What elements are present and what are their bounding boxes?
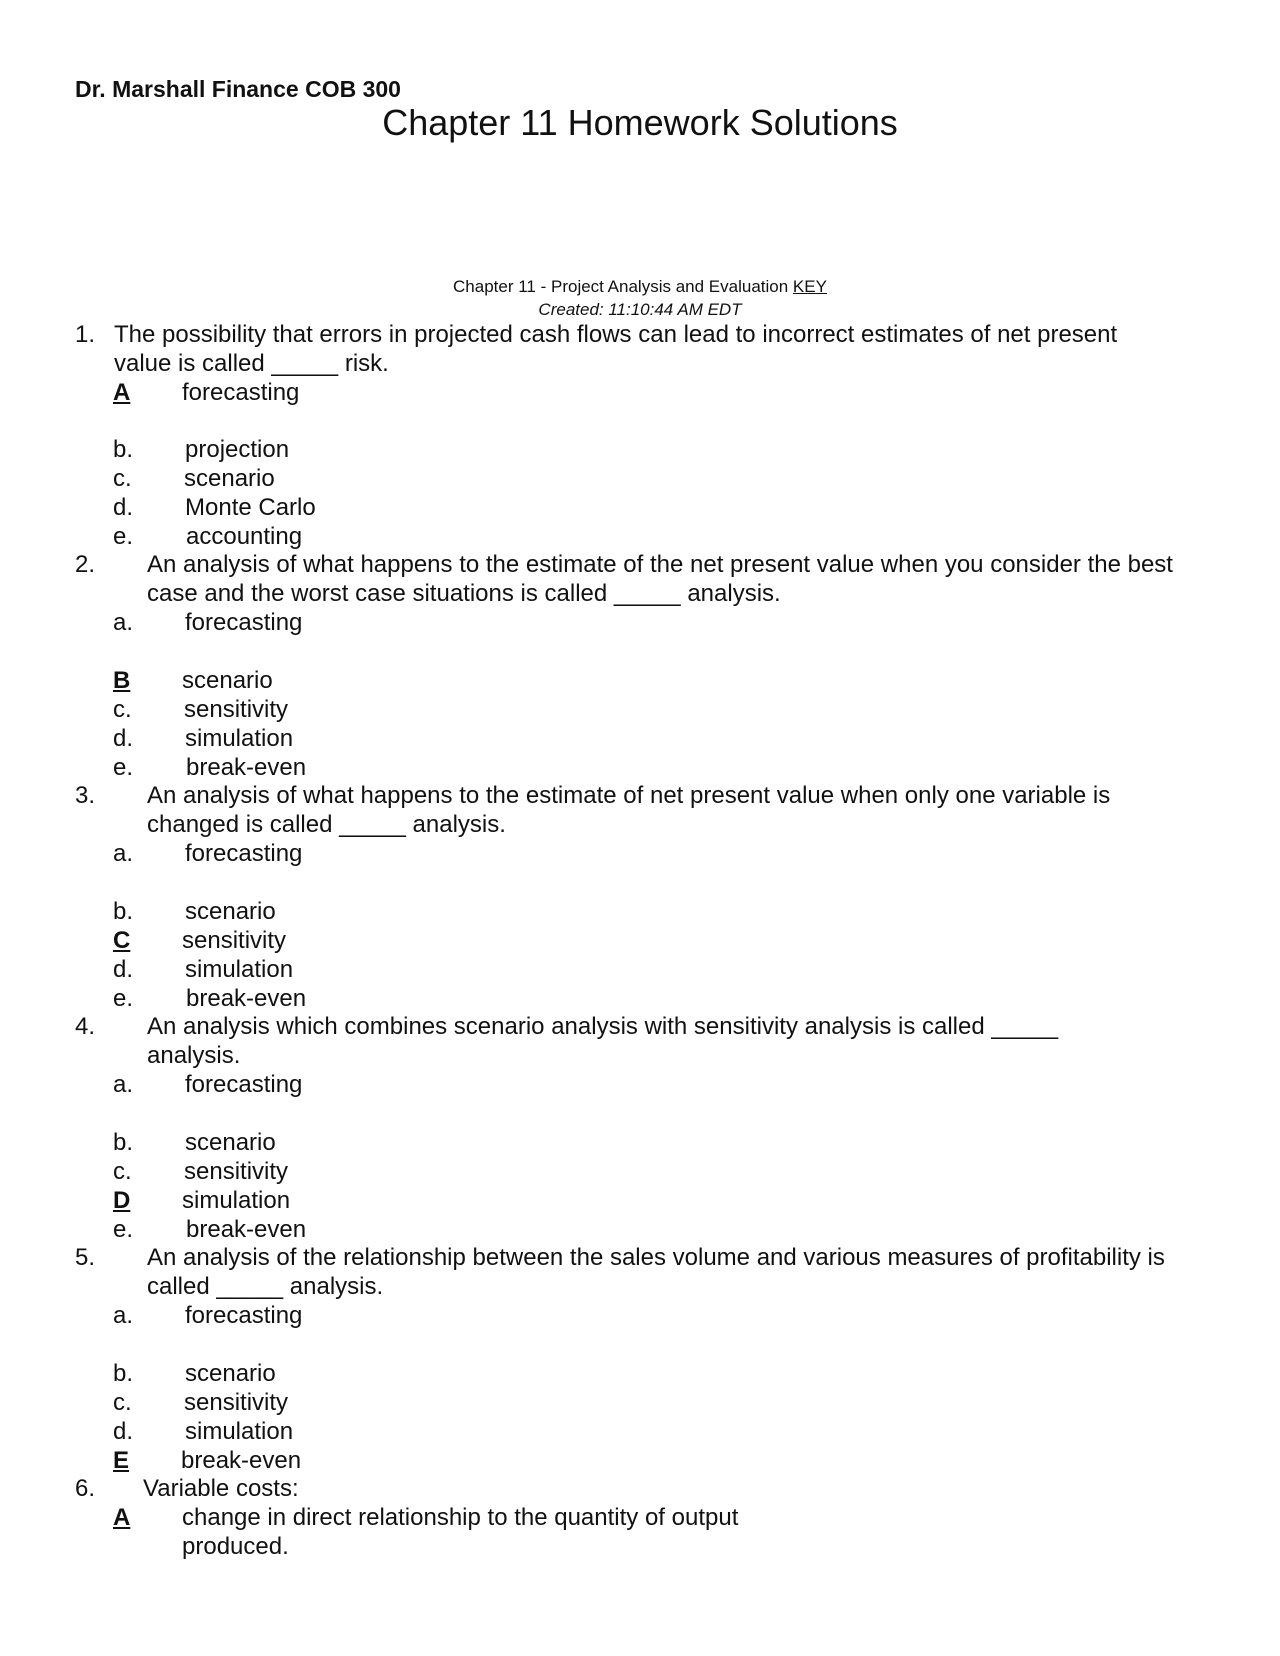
q3-option-a-text: forecasting bbox=[185, 840, 303, 867]
q4-option-d-letter: D bbox=[113, 1187, 131, 1214]
question-1-number: 1. bbox=[75, 321, 96, 348]
q5-option-e-text: break-even bbox=[181, 1447, 302, 1474]
q2-option-c-letter: c. bbox=[113, 696, 132, 723]
q3-option-e-letter: e. bbox=[113, 985, 134, 1012]
q2-option-d-text: simulation bbox=[185, 725, 294, 752]
q1-option-c-text: scenario bbox=[184, 465, 275, 492]
q2-option-c-text: sensitivity bbox=[184, 696, 289, 723]
q3-option-d-text: simulation bbox=[185, 956, 294, 983]
q4-option-a-letter: a. bbox=[113, 1071, 134, 1098]
q3-option-e-text: break-even bbox=[186, 985, 307, 1012]
q4-option-e-text: break-even bbox=[186, 1216, 307, 1243]
q4-option-d-text: simulation bbox=[182, 1187, 291, 1214]
question-4-number: 4. bbox=[75, 1013, 96, 1040]
q5-option-c-letter: c. bbox=[113, 1389, 132, 1416]
q1-option-b-text: projection bbox=[185, 436, 290, 463]
page-title: Chapter 11 Homework Solutions bbox=[382, 102, 898, 143]
question-5-text: An analysis of the relationship between the sales volume and various measures of profitability is called _____ analysis. bbox=[147, 1244, 1165, 1300]
q5-option-e-letter: E bbox=[113, 1447, 130, 1474]
key-label: KEY bbox=[792, 277, 827, 296]
q2-option-b-letter: B bbox=[113, 667, 131, 694]
course-header: Dr. Marshall Finance COB 300 bbox=[75, 76, 401, 102]
q2-option-d-letter: d. bbox=[113, 725, 134, 752]
q5-option-b-letter: b. bbox=[113, 1360, 134, 1387]
q1-option-c-letter: c. bbox=[113, 465, 132, 492]
q1-option-d-text: Monte Carlo bbox=[185, 494, 316, 521]
q2-option-a-letter: a. bbox=[113, 609, 134, 636]
question-3-text: An analysis of what happens to the estimate of net present value when only one variable is changed is called _____ analysis. bbox=[147, 782, 1111, 838]
q2-option-e-letter: e. bbox=[113, 754, 134, 781]
q3-option-a-letter: a. bbox=[113, 840, 134, 867]
q4-option-a-text: forecasting bbox=[185, 1071, 303, 1098]
q3-option-c-text: sensitivity bbox=[182, 927, 287, 954]
q1-option-e-text: accounting bbox=[186, 523, 303, 550]
q1-option-a-letter: A bbox=[113, 379, 131, 406]
q3-option-d-letter: d. bbox=[113, 956, 134, 983]
q5-option-b-text: scenario bbox=[185, 1360, 276, 1387]
q4-option-c-text: sensitivity bbox=[184, 1158, 289, 1185]
question-2-number: 2. bbox=[75, 551, 96, 578]
q4-option-b-text: scenario bbox=[185, 1129, 276, 1156]
subtitle-text: Chapter 11 - Project Analysis and Evaluation bbox=[453, 277, 789, 296]
q1-option-b-letter: b. bbox=[113, 436, 134, 463]
q3-option-b-text: scenario bbox=[185, 898, 276, 925]
question-1-text: The possibility that errors in projected cash flows can lead to incorrect estimates of net present value is called _____ risk. bbox=[114, 321, 1118, 377]
q5-option-a-text: forecasting bbox=[185, 1302, 303, 1329]
q4-option-c-letter: c. bbox=[113, 1158, 132, 1185]
q1-option-d-letter: d. bbox=[113, 494, 134, 521]
q5-option-a-letter: a. bbox=[113, 1302, 134, 1329]
question-6-text: Variable costs: bbox=[143, 1475, 299, 1502]
q2-option-b-text: scenario bbox=[182, 667, 273, 694]
q5-option-d-letter: d. bbox=[113, 1418, 134, 1445]
q4-option-b-letter: b. bbox=[113, 1129, 134, 1156]
q6-option-a-text: change in direct relationship to the quantity of output produced. bbox=[182, 1504, 739, 1560]
q4-option-e-letter: e. bbox=[113, 1216, 134, 1243]
q1-option-a-text: forecasting bbox=[182, 379, 300, 406]
chapter-subtitle bbox=[0, 277, 1280, 297]
question-5-number: 5. bbox=[75, 1244, 96, 1271]
question-3-number: 3. bbox=[75, 782, 96, 809]
q1-option-e-letter: e. bbox=[113, 523, 134, 550]
question-4-text: An analysis which combines scenario analysis with sensitivity analysis is called _____ analysis. bbox=[147, 1013, 1059, 1069]
q2-option-a-text: forecasting bbox=[185, 609, 303, 636]
q5-option-c-text: sensitivity bbox=[184, 1389, 289, 1416]
q6-option-a-letter: A bbox=[113, 1504, 131, 1531]
q2-option-e-text: break-even bbox=[186, 754, 307, 781]
question-2-text: An analysis of what happens to the estimate of the net present value when you consider the best case and the worst case situations is called _____ analysis. bbox=[147, 551, 1173, 607]
q3-option-c-letter: C bbox=[113, 927, 131, 954]
q5-option-d-text: simulation bbox=[185, 1418, 294, 1445]
q3-option-b-letter: b. bbox=[113, 898, 134, 925]
created-timestamp: Created: 11:10:44 AM EDT bbox=[538, 300, 742, 319]
question-6-number: 6. bbox=[75, 1475, 96, 1502]
